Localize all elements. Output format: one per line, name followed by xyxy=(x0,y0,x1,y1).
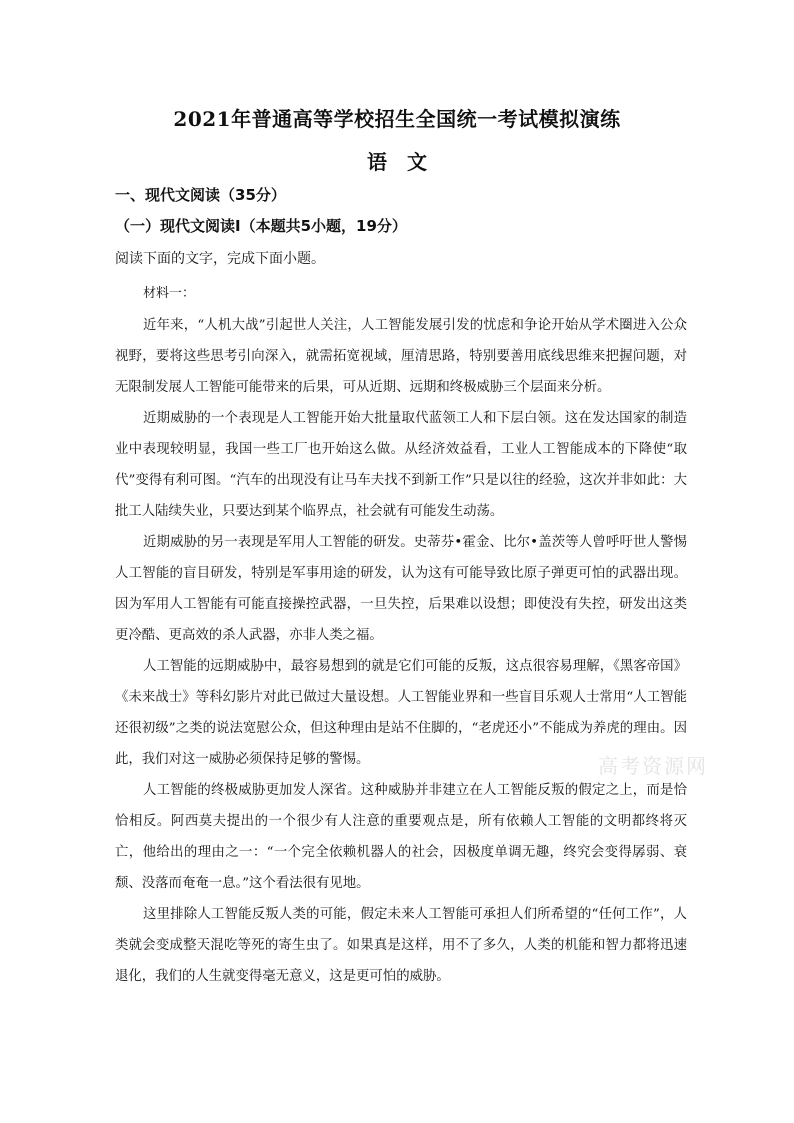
paragraph: 近期威胁的另一表现是军用人工智能的研发。史蒂芬•霍金、比尔•盖茨等人曾呼吁世人警惕人工智能的盲目研发，特别是军事用途的研发，认为这有可能导致比原子弹更可怕的武器出现。因为军用人工智能有可能直接操控武器，一旦失控，后果难以设想；即使没有失控，研发出这类更冷酷、更高效的杀人武器，亦非人类之福。 xyxy=(115,535,687,643)
paragraph: 近年来，“人机大战”引起世人关注，人工智能发展引发的忧虑和争论开始从学术圈进入公众视野，要将这些思考引向深入，就需拓宽视域，厘清思路，特别要善用底线思维来把握问题，对无限制发展人工智能可能带来的后果，可从近期、远期和终极威胁三个层面来分析。 xyxy=(115,318,687,395)
section-heading: 一、现代文阅读（35分） xyxy=(115,186,286,204)
paragraph: 人工智能的远期威胁中，最容易想到的就是它们可能的反叛，这点很容易理解，《黑客帝国》《未来战士》等科幻影片对此已做过大量设想。人工智能业界和一些盲目乐观人士常用“人工智能还很初级”之类的说法宽慰公众，但这种理由是站不住脚的，“老虎还小”不能成为养虎的理由。因此，我们对这一威胁必须保持足够的警惕。 xyxy=(115,659,687,767)
instruction-text: 阅读下面的文字，完成下面小题。 xyxy=(115,251,325,267)
reading-passage xyxy=(115,310,687,992)
watermark: 高考资源网 xyxy=(598,754,708,778)
paragraph: 人工智能的终极威胁更加发人深省。这种威胁并非建立在人工智能反叛的假定之上，而是恰恰相反。阿西莫夫提出的一个很少有人注意的重要观点是，所有依赖人工智能的文明都终将灭亡，他给出的理由之一：“一个完全依赖机器人的社会，因极度单调无趣，终究会变得孱弱、衰颓、没落而奄奄一息。”这个看法很有见地。 xyxy=(115,783,687,891)
paragraph: 近期威胁的一个表现是人工智能开始大批量取代蓝领工人和下层白领。这在发达国家的制造业中表现较明显，我国一些工厂也开始这么做。从经济效益看，工业人工智能成本的下降使“取代”变得有利可图。“汽车的出现没有让马车夫找不到新工作”只是以往的经验，这次并非如此：大批工人陆续失业，只要达到某个临界点，社会就有可能发生动荡。 xyxy=(115,411,687,519)
exam-title: 2021年普通高等学校招生全国统一考试模拟演练 xyxy=(173,107,621,131)
material-label: 材料一： xyxy=(143,286,196,301)
paragraph: 这里排除人工智能反叛人类的可能，假定未来人工智能可承担人们所希望的“任何工作”，人类就会变成整天混吃等死的寄生虫了。如果真是这样，用不了多久，人类的机能和智力都将迅速退化，我们的人生就变得毫无意义，这是更可怕的威胁。 xyxy=(115,907,687,984)
subject-title: 语 文 xyxy=(367,150,427,174)
sub-heading: （一）现代文阅读Ⅰ（本题共5小题，19分） xyxy=(115,217,407,235)
